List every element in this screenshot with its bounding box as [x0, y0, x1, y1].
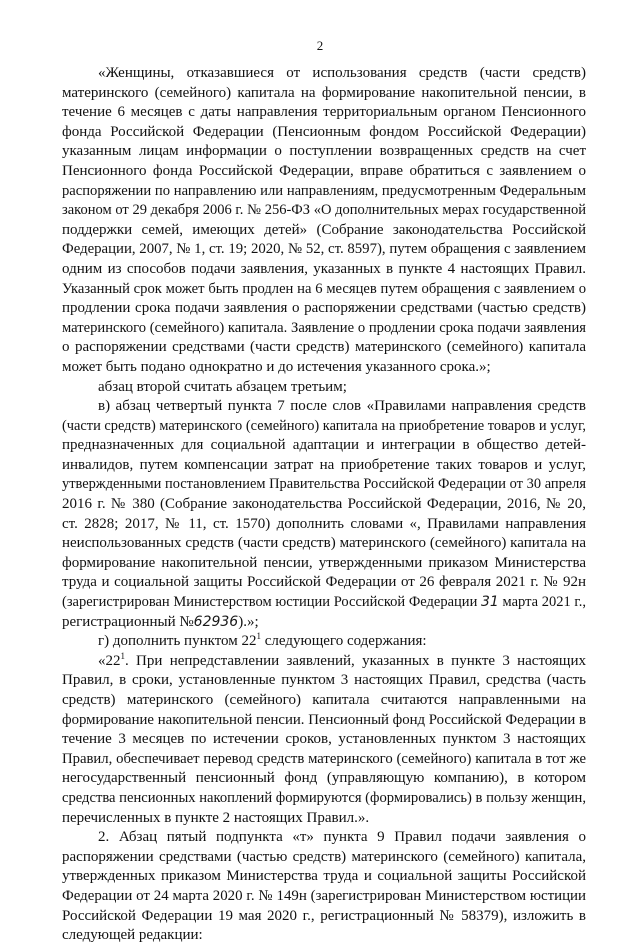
text-line: утвержденных приказом Министерства труда и социальной защиты Российской	[62, 868, 586, 885]
text-line: о распоряжении средствами (части средств) материнского (семейного) капитала	[62, 339, 586, 356]
text-line: формирование накопительной пенсии. Пенсионный фонд Российской Федерации в	[62, 711, 586, 728]
text-line: следующей редакции:	[62, 927, 203, 944]
text-line-with-handwriting	[62, 593, 586, 613]
handwritten-day: 31	[481, 594, 499, 611]
text-line: фонда Российской Федерации (Пенсионным фондом Российской Федерации)	[62, 123, 586, 140]
page-number: 2	[316, 38, 324, 53]
text-fragment: . При непредставлении заявлений, указанных в пункте 3 настоящих	[125, 652, 586, 669]
text-line: в) абзац четвертый пункта 7 после слов «Правилами направления средств	[98, 398, 586, 415]
text-line: Правил, в сроки, установленные пунктом 3 настоящих Правил, средства (часть	[62, 672, 586, 689]
text-fragment: регистрационный №	[62, 613, 194, 630]
text-line: абзац второй считать абзацем третьим;	[98, 378, 347, 395]
text-line: продлении срока подачи заявления о распоряжении средствами (частью средств)	[62, 300, 586, 317]
text-line: Пенсионного фонда Российской Федерации, вправе обратиться с заявлением о	[62, 162, 586, 179]
handwritten-registration-number: 62936	[193, 613, 239, 630]
text-line: распоряжении средствами (частью средств) материнского (семейного) капитала,	[62, 848, 586, 865]
text-line: течение 6 месяцев с даты направления территориальным органом Пенсионного	[62, 104, 586, 121]
text-line: (части средств) материнского (семейного) капитала на приобретение товаров и услуг,	[62, 417, 586, 434]
text-fragment: ).»;	[238, 613, 259, 630]
superscript: 1	[120, 650, 125, 661]
text-line: течение 3 месяцев по истечении сроков, установленных пунктом 3 настоящих	[62, 731, 586, 748]
text-line: Федерации от 24 марта 2020 г. № 149н (зарегистрирован Министерством юстиции	[62, 887, 586, 904]
text-line: средства пенсионных накоплений формируются (формировались) в пользу женщин,	[62, 789, 587, 806]
text-line: одним из способов подачи заявления, указанных в пункте 4 настоящих Правил.	[62, 260, 586, 277]
superscript: 1	[256, 631, 262, 642]
text-line: материнского (семейного) капитала. Заявление о продлении срока подачи заявления	[62, 319, 586, 336]
text-fragment: марта 2021 г.,	[502, 594, 586, 611]
text-line: Указанный срок может быть продлен на 6 месяцев путем обращения с заявлением о	[62, 280, 586, 297]
text-line: инвалидов, путем компенсации затрат на приобретение таких товаров и услуг,	[62, 456, 586, 473]
text-line	[62, 652, 586, 672]
text-fragment: «22	[98, 652, 121, 669]
text-line: предназначенных для социальной адаптации и интеграции в общество детей-	[62, 437, 586, 454]
text-line: Федерации, 2007, № 1, ст. 19; 2020, № 52, ст. 8597), путем обращения с заявлением	[62, 241, 586, 258]
text-line: труда и социальной защиты Российской Федерации от 26 февраля 2021 г. № 92н	[62, 574, 586, 591]
text-line: материнского (семейного) капитала на формирование накопительной пенсии, в	[62, 84, 586, 101]
text-line: формирование накопительной пенсии, утвержденными приказом Министерства	[62, 554, 586, 571]
text-line: негосударственный пенсионный фонд (управляющую компанию), в котором	[62, 770, 586, 787]
text-line: перечисленных в пункте 2 настоящих Правил.».	[62, 809, 370, 826]
text-line: Правил, обеспечивает перевод средств материнского (семейного) капитала в тот же	[62, 750, 586, 767]
text-line: Российской Федерации 19 мая 2020 г., регистрационный № 58379), изложить в	[62, 907, 586, 924]
text-fragment: г) дополнить пунктом 22	[98, 633, 257, 650]
document-body	[62, 64, 586, 946]
text-line: поддержки семей, имеющих детей» (Собрание законодательства Российской	[62, 221, 586, 238]
text-line: указанным лицам информации о поступлении возвращенных средств на счет	[62, 143, 586, 160]
text-line-with-handwriting	[62, 613, 586, 633]
text-line: неиспользованных средств (части средств) материнского (семейного) капитала на	[62, 535, 586, 552]
text-line: может быть подано однократно и до истечения указанного срока.»;	[62, 358, 491, 375]
text-line: распоряжении по направлению или направлениям, предусмотренным Федеральным	[62, 182, 586, 199]
text-line: 2016 г. № 380 (Собрание законодательства Российской Федерации, 2016, № 20,	[62, 496, 586, 513]
text-line: средств) материнского (семейного) капитала считаются направленными на	[62, 692, 586, 708]
text-line	[62, 632, 586, 652]
text-line: ст. 2828; 2017, № 11, ст. 1570) дополнить словами «, Правилами направления	[62, 515, 586, 532]
text-line: утвержденными постановлением Правительства Российской Федерации от 30 апреля	[62, 476, 586, 493]
text-line: законом от 29 декабря 2006 г. № 256-ФЗ «О дополнительных мерах государственной	[62, 202, 586, 219]
text-fragment: следующего содержания:	[261, 633, 427, 650]
text-line: 2. Абзац пятый подпункта «т» пункта 9 Правил подачи заявления о	[98, 829, 586, 846]
text-fragment: (зарегистрирован Министерством юстиции Российской Федерации	[62, 594, 478, 611]
text-line: «Женщины, отказавшиеся от использования средств (части средств)	[98, 65, 586, 81]
